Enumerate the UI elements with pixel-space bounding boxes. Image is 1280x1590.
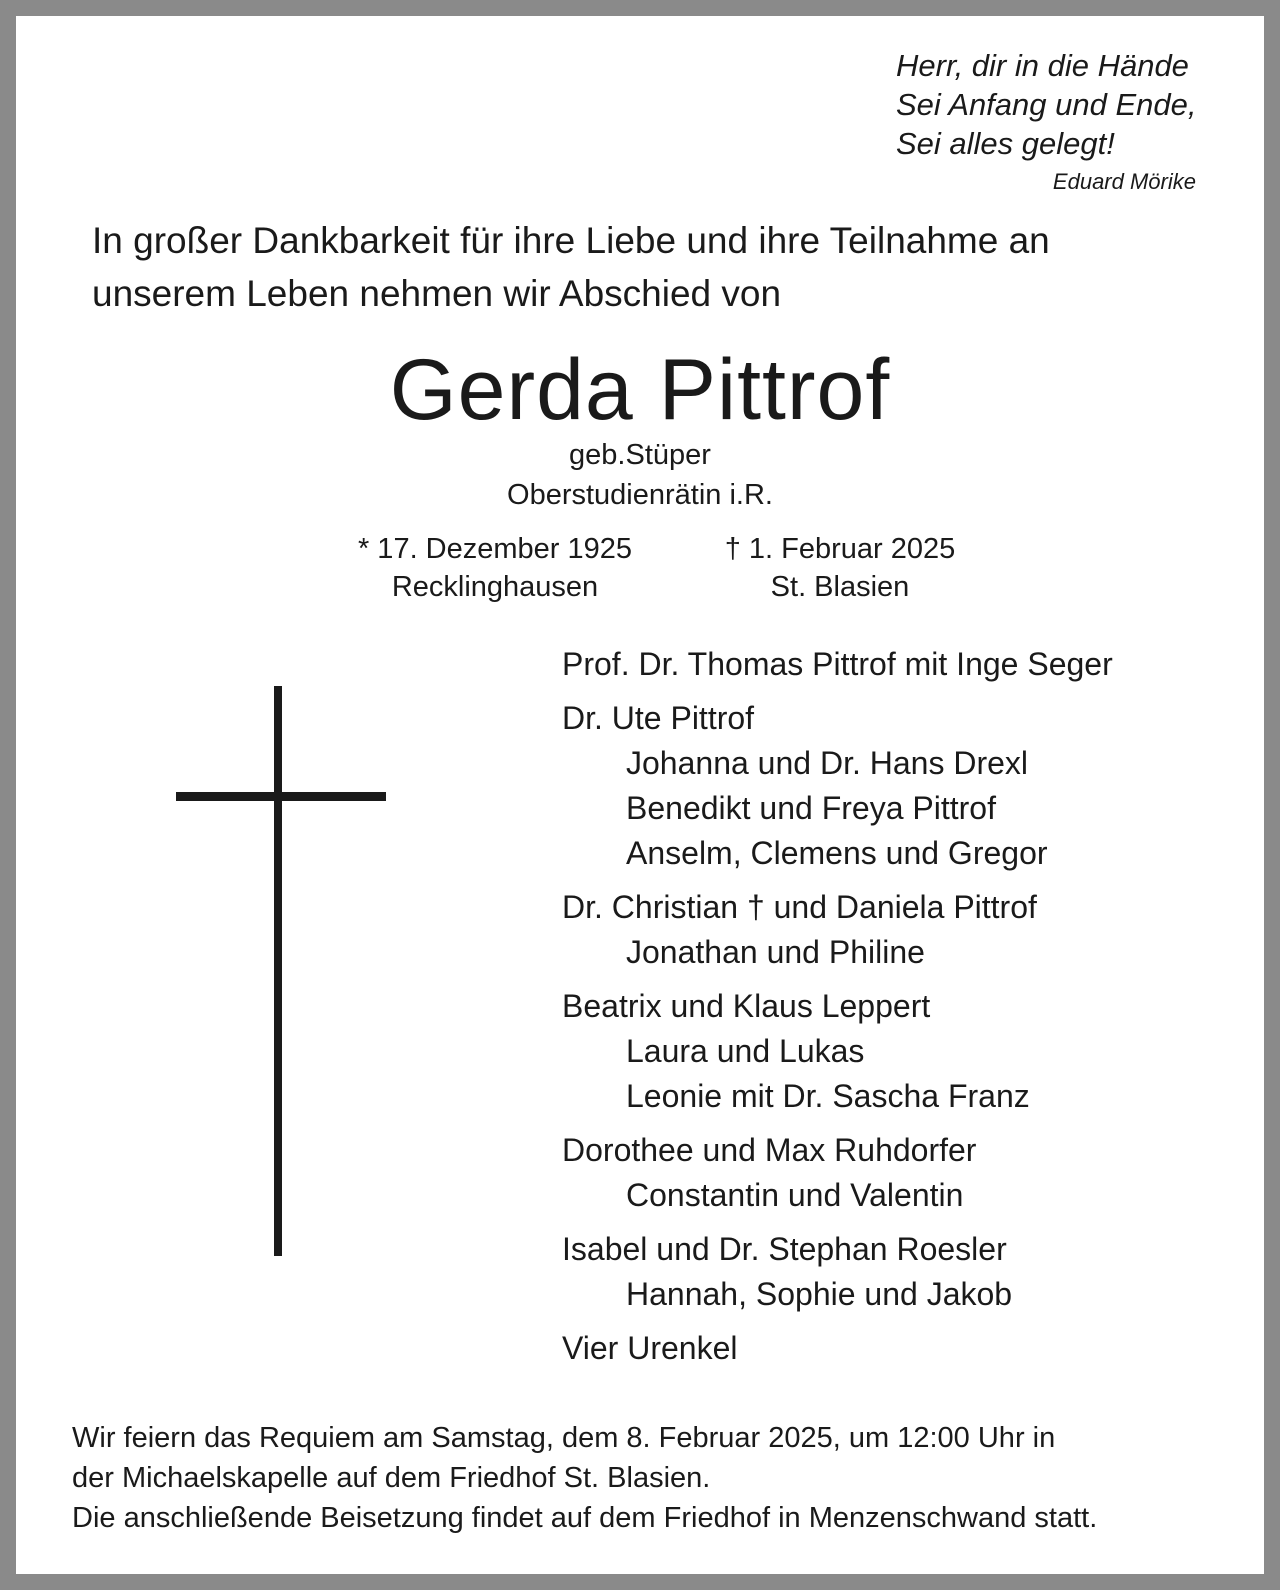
mourner-line: Laura und Lukas (626, 1033, 865, 1069)
birth-info (330, 530, 660, 606)
mourner-line: Leonie mit Dr. Sascha Franz (626, 1078, 1030, 1114)
mourner-line: Hannah, Sophie und Jakob (626, 1276, 1013, 1312)
mourner-line: Johanna und Dr. Hans Drexl (626, 745, 1028, 781)
motto-author: Eduard Mörike (1052, 169, 1196, 194)
intro-text (92, 214, 1212, 320)
death-info (700, 530, 980, 606)
mourner-line: Dr. Ute Pittrof (562, 700, 755, 736)
birth-place: Recklinghausen (391, 571, 599, 603)
mourners-list (562, 642, 1222, 1371)
mourner-line: Prof. Dr. Thomas Pittrof mit Inge Seger (562, 646, 1113, 682)
funeral-info-line: der Michaelskapelle auf dem Friedhof St. Blasien. (72, 1462, 711, 1494)
motto-line: Herr, dir in die Hände (896, 48, 1189, 83)
death-place: St. Blasien (770, 571, 910, 603)
birth-date: * 17. Dezember 1925 (357, 533, 633, 565)
intro-line: In großer Dankbarkeit für ihre Liebe und ihre Teilnahme an (92, 220, 1050, 261)
funeral-info-line: Wir feiern das Requiem am Samstag, dem 8. Februar 2025, um 12:00 Uhr in (72, 1422, 1056, 1454)
motto-line: Sei Anfang und Ende, (896, 87, 1197, 122)
motto-quote (780, 46, 1208, 195)
mourner-line: Beatrix und Klaus Leppert (562, 988, 931, 1024)
deceased-name: Gerda Pittrof (389, 342, 891, 438)
funeral-info (72, 1418, 1232, 1538)
motto-line: Sei alles gelegt! (896, 126, 1115, 161)
mourner-line: Benedikt und Freya Pittrof (626, 790, 996, 826)
mourner-line: Jonathan und Philine (626, 934, 925, 970)
mourner-line: Dr. Christian † und Daniela Pittrof (562, 889, 1037, 925)
death-date: † 1. Februar 2025 (724, 533, 956, 565)
funeral-info-line: Die anschließende Beisetzung findet auf dem Friedhof in Menzenschwand statt. (72, 1502, 1098, 1534)
cross-icon (176, 686, 386, 1256)
mourner-line: Dorothee und Max Ruhdorfer (562, 1132, 977, 1168)
intro-line: unserem Leben nehmen wir Abschied von (92, 273, 782, 314)
mourner-line: Anselm, Clemens und Gregor (626, 835, 1048, 871)
mourner-line: Constantin und Valentin (626, 1177, 964, 1213)
professional-title: Oberstudienrätin i.R. (507, 479, 773, 511)
maiden-name: geb.Stüper (569, 439, 711, 471)
mourner-line: Isabel und Dr. Stephan Roesler (562, 1231, 1007, 1267)
mourner-line: Vier Urenkel (562, 1330, 738, 1366)
